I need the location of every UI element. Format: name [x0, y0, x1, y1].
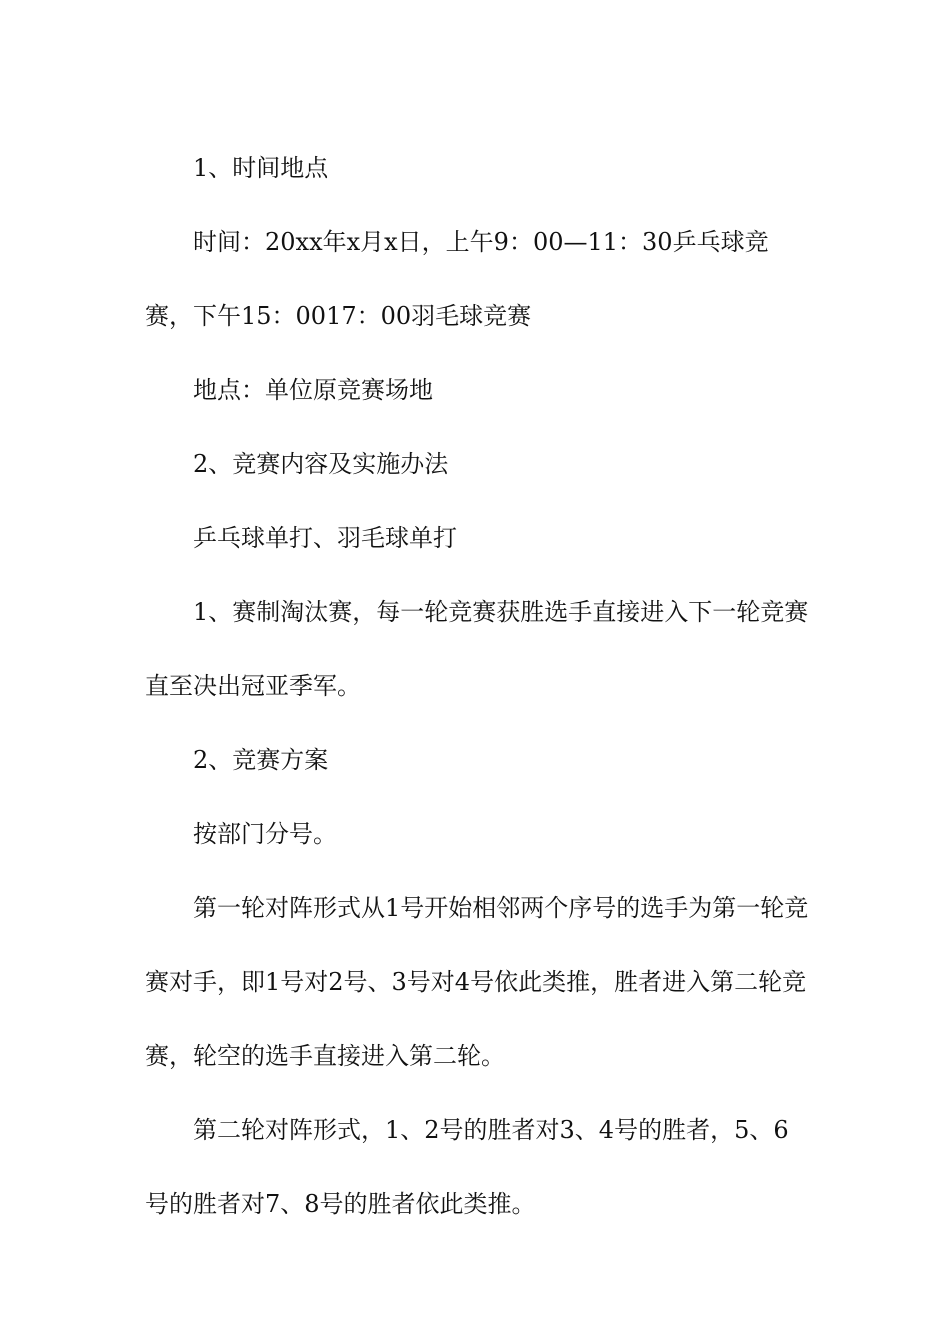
paragraph-format: 1、赛制淘汰赛，每一轮竞赛获胜选手直接进入下一轮竞赛直至决出冠亚季军。 — [145, 598, 809, 700]
heading-time-location: 1、时间地点 — [193, 154, 329, 182]
document-body — [145, 131, 810, 1241]
paragraph-round-one: 第一轮对阵形式从1号开始相邻两个序号的选手为第一轮竞赛对手，即1号对2号、3号对4号依此类推，胜者进入第二轮竞赛，轮空的选手直接进入第二轮。 — [145, 894, 809, 1070]
paragraph-time: 时间：20xx年x月x日，上午9：00—11：30乒乓球竞赛，下午15：0017：00羽毛球竞赛 — [145, 228, 769, 330]
paragraph-location: 地点：单位原竞赛场地 — [193, 376, 433, 404]
paragraph-events: 乒乓球单打、羽毛球单打 — [193, 524, 457, 552]
heading-plan: 2、竞赛方案 — [193, 746, 329, 774]
heading-content-method: 2、竞赛内容及实施办法 — [193, 450, 449, 478]
paragraph-numbering: 按部门分号。 — [193, 820, 337, 848]
paragraph-round-two: 第二轮对阵形式，1、2号的胜者对3、4号的胜者，5、6号的胜者对7、8号的胜者依此类推。 — [145, 1116, 789, 1218]
